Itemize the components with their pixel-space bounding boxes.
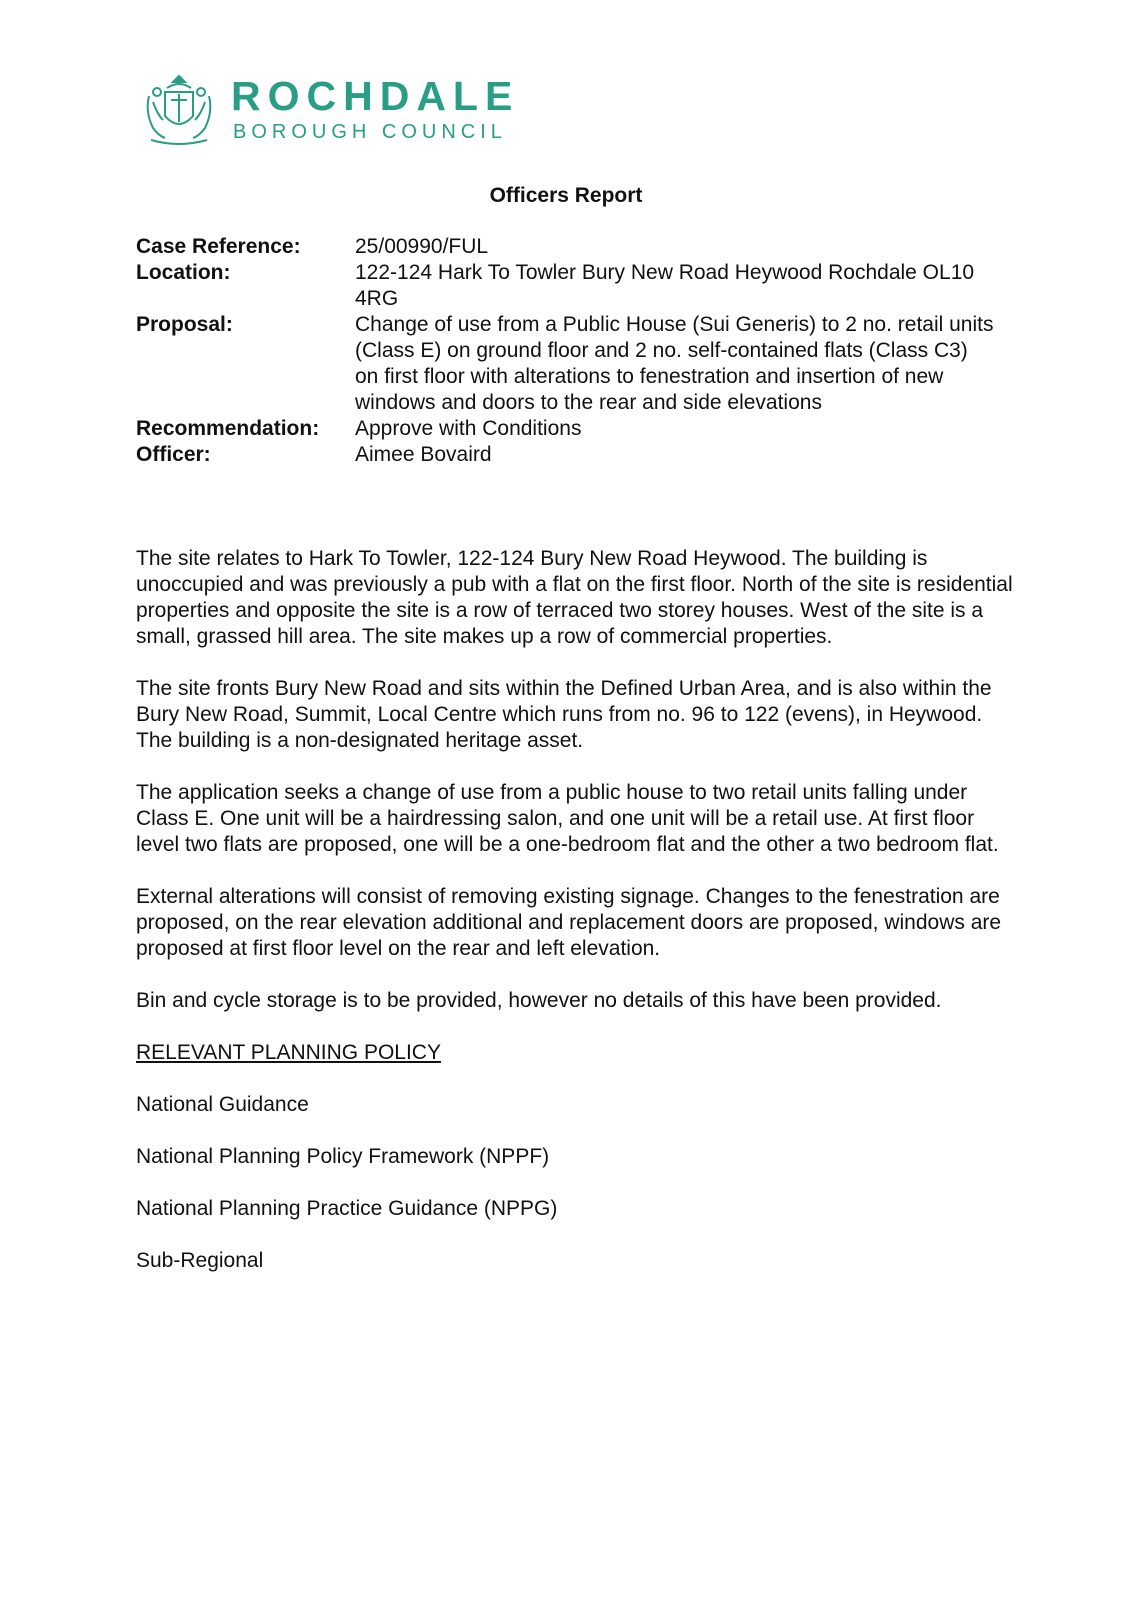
case-reference-value: 25/00990/FUL bbox=[355, 235, 489, 258]
case-reference-label: Case Reference: bbox=[136, 235, 301, 258]
recommendation-value: Approve with Conditions bbox=[355, 417, 582, 440]
officer-value: Aimee Bovaird bbox=[355, 443, 492, 466]
report-body bbox=[136, 546, 1016, 1300]
paragraph-site: The site relates to Hark To Towler, 122-124 Bury New Road Heywood. The building is unoccupied and was previously a pub with a flat on the first floor. North of the site is residential properties and opposite the site is a row of terraced two storey houses. West of the site is a small, grassed hill area. The site makes up a row of commercial properties. bbox=[136, 547, 1013, 648]
case-details-table bbox=[136, 234, 996, 468]
paragraph-bin-storage: Bin and cycle storage is to be provided, however no details of this have been provided. bbox=[136, 989, 942, 1012]
policy-item: Sub-Regional bbox=[136, 1249, 264, 1272]
officer-row bbox=[136, 442, 996, 468]
policy-item: National Guidance bbox=[136, 1093, 309, 1116]
paragraph-location: The site fronts Bury New Road and sits within the Defined Urban Area, and is also within the Bury New Road, Summit, Local Centre which runs from no. 96 to 122 (evens), in Heywood. The building is a non-designated heritage asset. bbox=[136, 677, 992, 752]
council-crest-icon bbox=[143, 72, 215, 148]
org-name: ROCHDALE bbox=[231, 73, 520, 119]
recommendation-row bbox=[136, 416, 996, 442]
location-value: 122-124 Hark To Towler Bury New Road Heywood Rochdale OL10 4RG bbox=[355, 261, 975, 310]
policy-item: National Planning Practice Guidance (NPPG) bbox=[136, 1197, 558, 1220]
location-label: Location: bbox=[136, 261, 231, 284]
policy-item: National Planning Policy Framework (NPPF) bbox=[136, 1145, 550, 1168]
policy-heading: RELEVANT PLANNING POLICY bbox=[136, 1041, 441, 1064]
org-subtitle: BOROUGH COUNCIL bbox=[233, 121, 507, 143]
officer-label: Officer: bbox=[136, 443, 211, 466]
paragraph-application: The application seeks a change of use from a public house to two retail units falling under Class E. One unit will be a hairdressing salon, and one unit will be a retail use. At first floor level two flats are proposed, one will be a one-bedroom flat and the other a two bedroom flat. bbox=[136, 781, 999, 856]
location-row bbox=[136, 260, 996, 312]
proposal-value: Change of use from a Public House (Sui Generis) to 2 no. retail units (Class E) on ground floor and 2 no. self-contained flats (Class C3) on first floor with alterations to fenestration and insertion of new windows and doors to the rear and side elevations bbox=[355, 313, 994, 414]
report-title: Officers Report bbox=[489, 184, 643, 207]
recommendation-label: Recommendation: bbox=[136, 417, 320, 440]
case-reference-row bbox=[136, 234, 996, 260]
proposal-row bbox=[136, 312, 996, 416]
council-logo bbox=[143, 72, 523, 148]
paragraph-external-alterations: External alterations will consist of removing existing signage. Changes to the fenestration are proposed, on the rear elevation additional and replacement doors are proposed, windows are proposed at first floor level on the rear and left elevation. bbox=[136, 885, 1002, 960]
proposal-label: Proposal: bbox=[136, 313, 233, 336]
